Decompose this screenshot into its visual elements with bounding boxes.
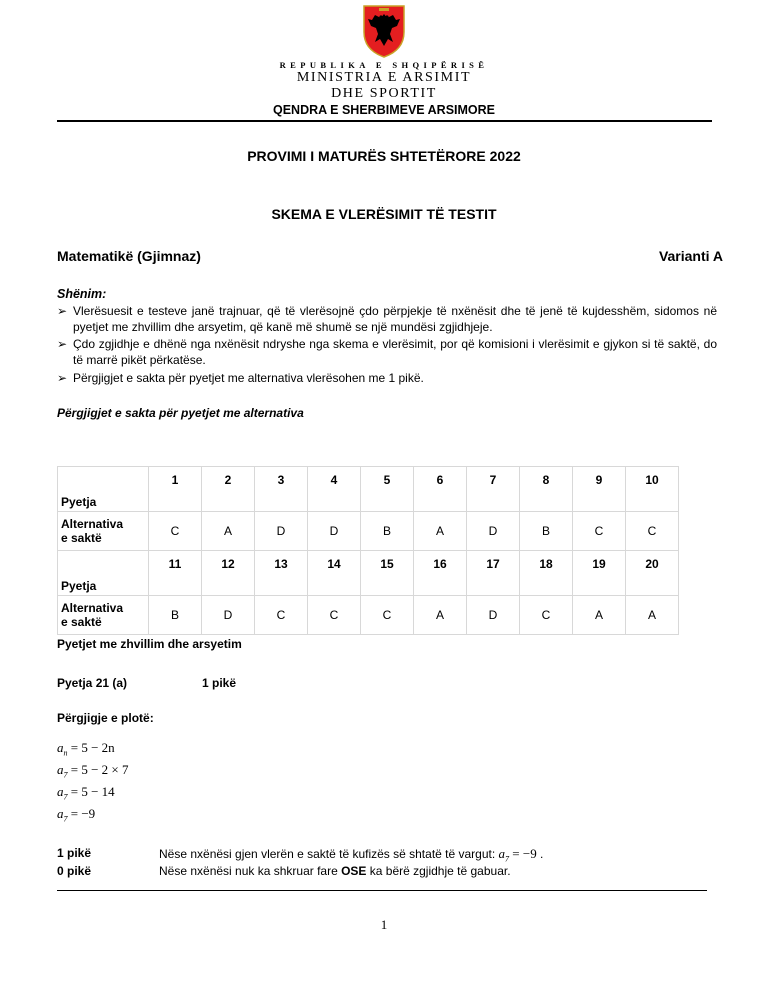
answer-label-line2: e saktë — [61, 615, 102, 629]
question-number: 17 — [467, 551, 520, 596]
solution-rhs: = 5 − 2n — [70, 740, 115, 755]
exam-title: PROVIMI I MATURËS SHTETËRORE 2022 — [247, 148, 521, 164]
question-label: Pyetja — [58, 467, 149, 512]
answer-cell: C — [361, 596, 414, 635]
question-label: Pyetja — [58, 551, 149, 596]
term-index: n — [63, 748, 68, 758]
question-number: 10 — [626, 467, 679, 512]
question-number: 2 — [202, 467, 255, 512]
answer-label-line1: Alternativa — [61, 517, 124, 531]
answer-label-line1: Alternativa — [61, 601, 124, 615]
solution-rhs: = 5 − 2 × 7 — [70, 762, 129, 777]
score-description — [159, 846, 543, 864]
arrow-bullet-icon: ➢ — [57, 304, 68, 318]
question-number: 9 — [573, 467, 626, 512]
answer-cell: C — [626, 512, 679, 551]
solution-line: $a_7 = 5 - 14$ — [57, 784, 115, 802]
full-answer-label: Përgjigje e plotë: — [57, 711, 154, 725]
question-number: 7 — [467, 467, 520, 512]
note-bullet — [57, 336, 717, 368]
answer-cell: B — [361, 512, 414, 551]
score-text-end: . — [536, 847, 544, 861]
question-number: 16 — [414, 551, 467, 596]
answers-heading: Përgjigjet e sakta për pyetjet me alternativa — [57, 406, 304, 420]
answer-cell: C — [520, 596, 573, 635]
answer-label — [58, 512, 149, 551]
question-number: 20 — [626, 551, 679, 596]
header-divider — [57, 120, 712, 122]
term-index: 7 — [505, 854, 510, 864]
note-heading: Shënim: — [57, 287, 107, 301]
question-number: 15 — [361, 551, 414, 596]
answer-cell: C — [573, 512, 626, 551]
question-number: 8 — [520, 467, 573, 512]
table-row — [58, 512, 679, 551]
answer-cell: A — [626, 596, 679, 635]
answer-cell: A — [202, 512, 255, 551]
note-bullet-text: Çdo zgjidhje e dhënë nga nxënësit ndryshe nga skema e vlerësimit, por që komisioni i vlerësimit e gjykon si të saktë, do të marrë pikët përkatëse. — [73, 337, 717, 367]
score-points: 0 pikë — [57, 864, 92, 878]
page-number: 1 — [380, 917, 388, 932]
answer-cell: D — [202, 596, 255, 635]
question-points: 1 pikë — [202, 676, 237, 690]
subject: Matematikë (Gjimnaz) — [57, 248, 201, 264]
ministry-line-1: MINISTRIA E ARSIMIT — [296, 70, 472, 85]
score-points: 1 pikë — [57, 846, 92, 860]
question-number: 14 — [308, 551, 361, 596]
question-number: 4 — [308, 467, 361, 512]
solution-line: $a_n = 5 - 2n$ — [57, 740, 115, 758]
republic-name: REPUBLIKA E SHQIPËRISË — [279, 60, 489, 70]
score-text: Nëse nxënësi nuk ka shkruar fare — [159, 864, 342, 878]
answer-label-line2: e saktë — [61, 531, 102, 545]
answer-cell: B — [149, 596, 202, 635]
solution-line: $a_7 = 5 - 2 \times 7$ — [57, 762, 129, 780]
answer-cell: D — [467, 596, 520, 635]
score-math: $a_7 = -9$ — [498, 846, 537, 864]
answer-cell: D — [467, 512, 520, 551]
table-row — [58, 467, 679, 512]
answer-cell: C — [149, 512, 202, 551]
score-text-bold: OSE — [341, 864, 367, 878]
note-bullet-text: Përgjigjet e sakta për pyetjet me alternativa vlerësohen me 1 pikë. — [73, 371, 424, 385]
question-number: 1 — [149, 467, 202, 512]
answer-cell: C — [255, 596, 308, 635]
score-text-end: ka bërë zgjidhje të gabuar. — [366, 864, 511, 878]
answer-cell: A — [573, 596, 626, 635]
answer-cell: A — [414, 596, 467, 635]
answer-label — [58, 596, 149, 635]
question-number: 18 — [520, 551, 573, 596]
term-index: 7 — [63, 792, 68, 802]
question-label: Pyetja 21 (a) — [57, 676, 128, 690]
note-bullet — [57, 303, 717, 335]
solution-rhs: = 5 − 14 — [70, 784, 115, 799]
solution-rhs: = −9 — [70, 806, 96, 821]
answer-cell: D — [255, 512, 308, 551]
scheme-title: SKEMA E VLERËSIMIT TË TESTIT — [271, 206, 497, 222]
center-name: QENDRA E SHERBIMEVE ARSIMORE — [272, 103, 495, 117]
score-text: Nëse nxënësi gjen vlerën e saktë të kufizës së shtatë të vargut: — [159, 847, 499, 861]
note-bullet-text: Vlerësuesit e testeve janë trajnuar, që të vlerësojnë çdo përpjekje të nxënësit dhe të jenë të kujdesshëm, sidomos në pyetjet me zhvillim dhe arsyetim, që kanë më shumë se një mundësi zgjidhjeje. — [73, 304, 717, 334]
solution-line: $a_7 = -9$ — [57, 806, 96, 824]
table-row — [58, 551, 679, 596]
answer-cell: B — [520, 512, 573, 551]
term-index: 7 — [63, 814, 68, 824]
question-number: 12 — [202, 551, 255, 596]
term-index: 7 — [63, 770, 68, 780]
answers-table — [57, 466, 679, 635]
question-number: 11 — [149, 551, 202, 596]
ministry-line-2: DHE SPORTIT — [331, 86, 437, 101]
arrow-bullet-icon: ➢ — [57, 337, 68, 351]
question-number: 13 — [255, 551, 308, 596]
question-number: 5 — [361, 467, 414, 512]
albania-emblem-icon — [361, 2, 407, 58]
answer-cell: C — [308, 596, 361, 635]
score-math-rhs: = −9 — [512, 846, 537, 861]
question-number: 19 — [573, 551, 626, 596]
answer-cell: D — [308, 512, 361, 551]
answer-cell: A — [414, 512, 467, 551]
open-questions-heading: Pyetjet me zhvillim dhe arsyetim — [57, 637, 242, 651]
score-description — [159, 864, 511, 878]
question-number: 6 — [414, 467, 467, 512]
footer-divider — [57, 890, 707, 891]
table-row — [58, 596, 679, 635]
note-bullet — [57, 370, 717, 386]
arrow-bullet-icon: ➢ — [57, 371, 68, 385]
variant: Varianti A — [658, 248, 723, 264]
question-number: 3 — [255, 467, 308, 512]
